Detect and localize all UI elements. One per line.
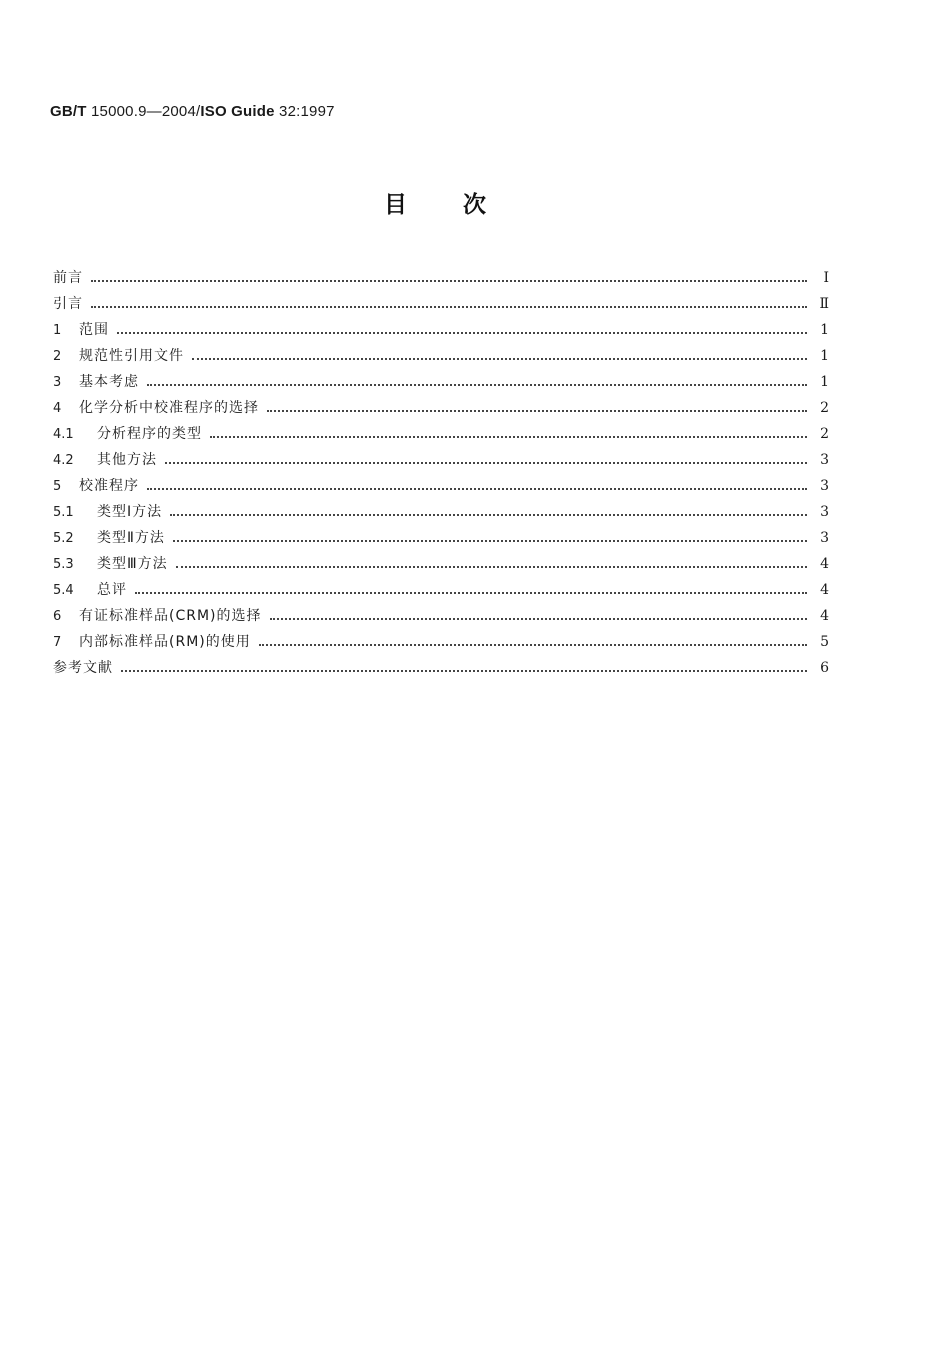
toc-entry-page: Ⅰ: [823, 270, 829, 286]
toc-entry-page: 3: [820, 478, 829, 494]
toc-entry-label: 引言: [53, 296, 83, 312]
toc-entry-page: 4: [820, 608, 829, 624]
toc-entry-page: 4: [820, 556, 829, 572]
toc-entry-label: 类型Ⅰ方法: [97, 504, 163, 520]
toc-dot-leader: [121, 670, 807, 672]
toc-entry-number: 4.2: [53, 453, 74, 468]
toc-entry-label: 化学分析中校准程序的选择: [79, 400, 259, 416]
toc-entry-4-2[interactable]: [53, 447, 829, 473]
toc-entry-number: 4: [53, 401, 62, 416]
toc-entry-2[interactable]: [53, 343, 829, 369]
toc-entry-label: 校准程序: [79, 478, 139, 494]
toc-entry-label: 类型Ⅲ方法: [97, 556, 168, 572]
toc-dot-leader: [117, 332, 807, 334]
toc-entry-3[interactable]: [53, 369, 829, 395]
toc-entry-page: 1: [820, 374, 829, 390]
toc-entry-number: 1: [53, 323, 62, 338]
toc-entry-label: 基本考虑: [79, 374, 139, 390]
toc-dot-leader: [91, 306, 807, 308]
toc-entry-number: 5.2: [53, 531, 74, 546]
toc-entry-page: 5: [820, 634, 829, 650]
toc-entry-number: 7: [53, 635, 62, 650]
toc-entry-label: 分析程序的类型: [97, 426, 202, 442]
toc-entry-label: 有证标准样品(CRM)的选择: [79, 608, 262, 624]
document-code: [50, 103, 335, 120]
toc-entry-5-4[interactable]: [53, 577, 829, 603]
toc-dot-leader: [147, 384, 807, 386]
toc-dot-leader: [192, 358, 807, 360]
toc-dot-leader: [259, 644, 807, 646]
toc-entry-page: 1: [820, 348, 829, 364]
toc-entry-5-2[interactable]: [53, 525, 829, 551]
toc-dot-leader: [270, 618, 807, 620]
document-code-iso-number: 32:1997: [274, 103, 335, 120]
toc-dot-leader: [135, 592, 807, 594]
toc-entry-number: 4.1: [53, 427, 74, 442]
toc-entry-5-3[interactable]: [53, 551, 829, 577]
toc-entry-label: 总评: [97, 582, 127, 598]
toc-entry-introduction[interactable]: [53, 291, 829, 317]
toc-entry-page: 1: [820, 322, 829, 338]
toc-entry-5-1[interactable]: [53, 499, 829, 525]
toc-entry-label: 参考文献: [53, 660, 113, 676]
toc-entry-4[interactable]: [53, 395, 829, 421]
toc-entry-page: 4: [820, 582, 829, 598]
toc-dot-leader: [165, 462, 807, 464]
toc-entry-number: 3: [53, 375, 62, 390]
toc-entry-label: 范围: [79, 322, 109, 338]
document-code-prefix: GB/T: [50, 103, 87, 120]
toc-entry-number: 5.3: [53, 557, 74, 572]
toc-dot-leader: [173, 540, 807, 542]
toc-dot-leader: [176, 566, 807, 568]
toc-entry-7[interactable]: [53, 629, 829, 655]
toc-title: 目次: [384, 192, 542, 218]
toc-entry-number: 5.1: [53, 505, 74, 520]
toc-dot-leader: [267, 410, 807, 412]
toc-entry-5[interactable]: [53, 473, 829, 499]
toc-entry-label: 其他方法: [97, 452, 157, 468]
toc-entry-page: 6: [820, 660, 829, 676]
toc-entry-number: 5.4: [53, 583, 74, 598]
toc-dot-leader: [210, 436, 807, 438]
toc-entry-bibliography[interactable]: [53, 655, 829, 681]
table-of-contents: [53, 265, 829, 681]
toc-entry-foreword[interactable]: [53, 265, 829, 291]
toc-entry-number: 2: [53, 349, 62, 364]
toc-entry-page: 3: [820, 452, 829, 468]
toc-entry-label: 类型Ⅱ方法: [97, 530, 165, 546]
toc-entry-number: 5: [53, 479, 62, 494]
toc-entry-page: 3: [820, 504, 829, 520]
toc-entry-label: 内部标准样品(RM)的使用: [79, 634, 251, 650]
toc-entry-page: 2: [820, 426, 829, 442]
toc-entry-4-1[interactable]: [53, 421, 829, 447]
document-code-iso: ISO Guide: [200, 103, 275, 120]
toc-entry-page: Ⅱ: [819, 296, 829, 312]
toc-entry-label: 前言: [53, 270, 83, 286]
toc-dot-leader: [91, 280, 807, 282]
toc-dot-leader: [170, 514, 807, 516]
toc-entry-number: 6: [53, 609, 62, 624]
toc-entry-1[interactable]: [53, 317, 829, 343]
toc-entry-page: 2: [820, 400, 829, 416]
toc-entry-6[interactable]: [53, 603, 829, 629]
toc-dot-leader: [147, 488, 807, 490]
document-code-number: 15000.9—2004/: [86, 103, 201, 120]
toc-entry-page: 3: [820, 530, 829, 546]
toc-entry-label: 规范性引用文件: [79, 348, 184, 364]
